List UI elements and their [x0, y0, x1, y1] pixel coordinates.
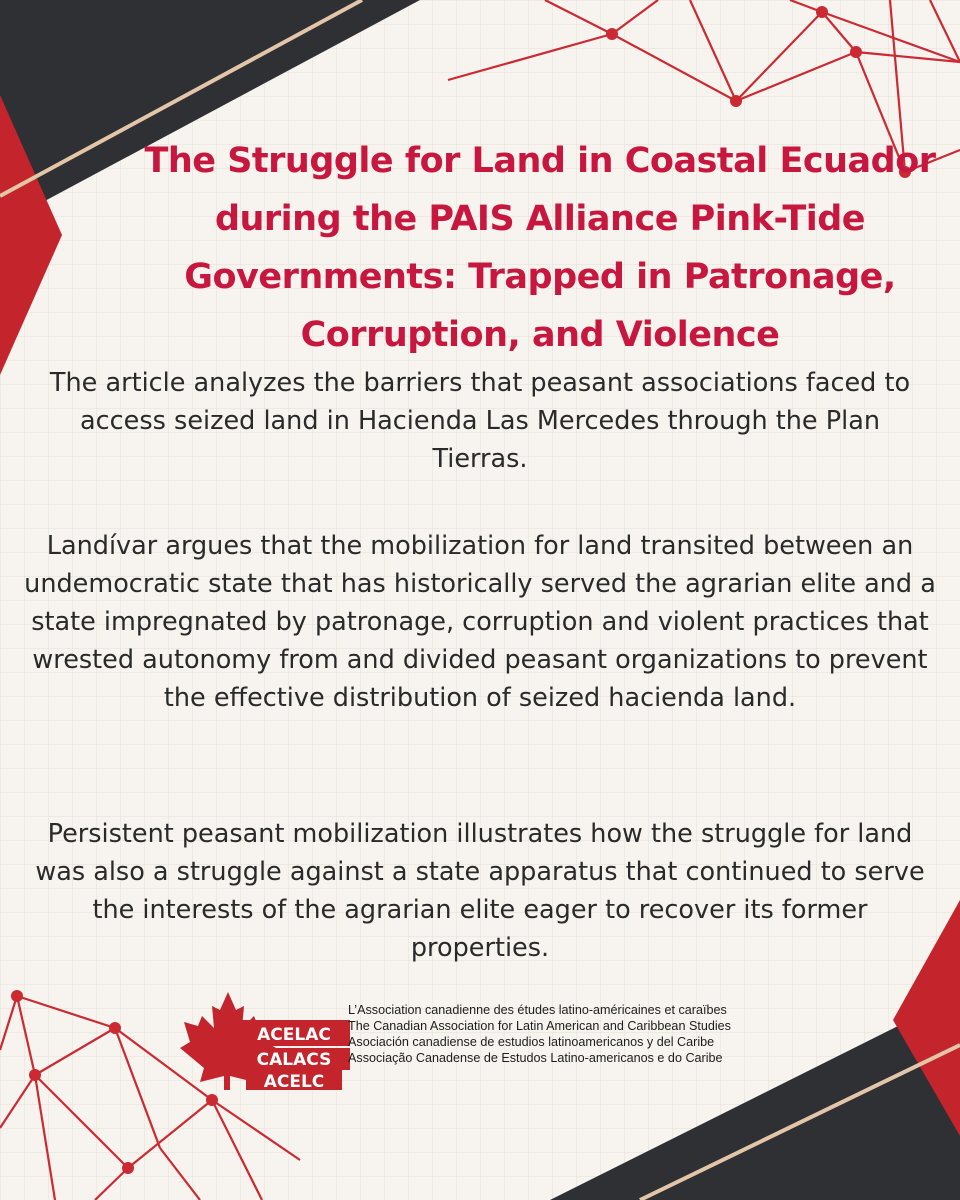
summary-paragraph-1: The article analyzes the barriers that peasant associations faced to access seized land in Hacienda Las Mercedes through the Plan Tierras. — [49, 368, 911, 474]
logo-line-acelc: ACELC — [263, 1072, 325, 1090]
footer-logo-block — [180, 990, 800, 1090]
association-name-en: The Canadian Association for Latin American and Caribbean Studies — [348, 1019, 731, 1033]
summary-paragraph-3: Persistent peasant mobilization illustrates how the struggle for land was also a struggle against a state apparatus that continued to serve the interests of the agrarian elite eager to recover its former properties. — [35, 819, 925, 963]
summary-paragraph-2: Landívar argues that the mobilization for land transited between an undemocratic state that has historically served the agrarian elite and a state impregnated by patronage, corruption and violent practices that wrested autonomy from and divided peasant organizations to prevent the effective distribution of seized hacienda land. — [24, 531, 936, 713]
association-name-fr: L’Association canadienne des études latino-américaines et caraïbes — [348, 1003, 727, 1017]
association-name-es: Asociación canadiense de estudios latinoamericanos y del Caribe — [348, 1035, 715, 1049]
logo-line-calacs: CALACS — [256, 1050, 332, 1070]
acelac-logo — [180, 990, 360, 1090]
association-name-pt: Associação Canadense de Estudos Latino-americanos e do Caribe — [348, 1051, 723, 1065]
logo-line-acelac: ACELAC — [257, 1025, 331, 1045]
association-names — [348, 1002, 808, 1066]
article-title: The Struggle for Land in Coastal Ecuador during the PAIS Alliance Pink-Tide Governments: Trapped in Patronage, Corruption, and Violence — [144, 141, 936, 355]
